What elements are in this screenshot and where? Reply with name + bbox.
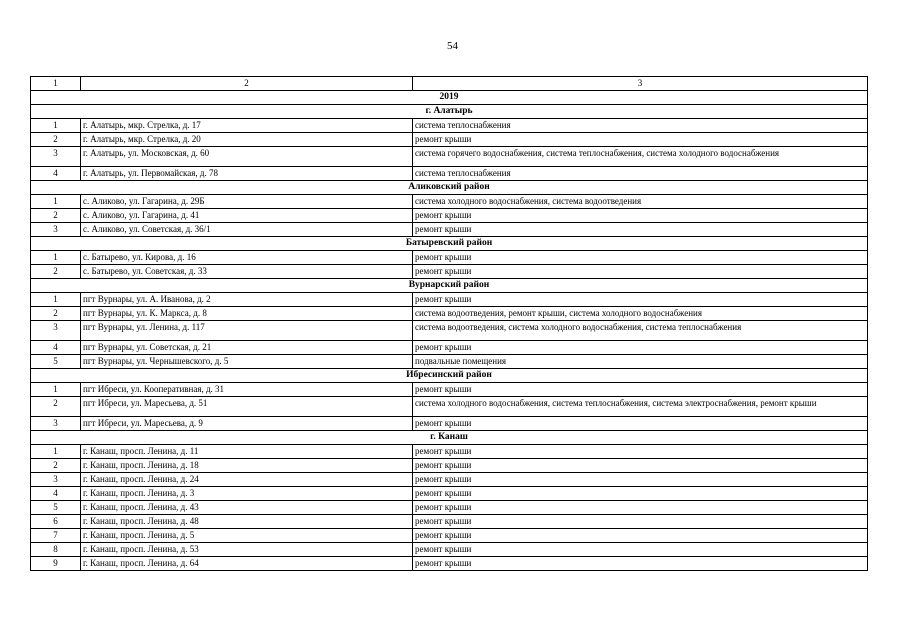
table-row xyxy=(31,383,868,397)
work-type-cell: ремонт крыши xyxy=(413,459,868,473)
address-cell: с. Батырево, ул. Кирова, д. 16 xyxy=(81,251,413,265)
address-cell: пгт Вурнары, ул. Советская, д. 21 xyxy=(81,341,413,355)
table-row xyxy=(31,147,868,167)
section-row xyxy=(31,105,868,119)
work-type-cell: ремонт крыши xyxy=(413,209,868,223)
work-type-cell: ремонт крыши xyxy=(413,223,868,237)
table-row xyxy=(31,515,868,529)
work-type-cell: ремонт крыши xyxy=(413,265,868,279)
table-row xyxy=(31,459,868,473)
table-row xyxy=(31,341,868,355)
address-cell: с. Батырево, ул. Советская, д. 33 xyxy=(81,265,413,279)
table-row xyxy=(31,321,868,341)
row-number: 2 xyxy=(31,133,81,147)
table-row xyxy=(31,133,868,147)
work-type-cell: ремонт крыши xyxy=(413,501,868,515)
address-cell: г. Канаш, просп. Ленина, д. 3 xyxy=(81,487,413,501)
work-type-cell: ремонт крыши xyxy=(413,341,868,355)
section-row xyxy=(31,279,868,293)
row-number: 1 xyxy=(31,445,81,459)
table-row xyxy=(31,529,868,543)
table-row xyxy=(31,223,868,237)
row-number: 6 xyxy=(31,515,81,529)
row-number: 4 xyxy=(31,167,81,181)
work-type-cell: ремонт крыши xyxy=(413,293,868,307)
address-cell: пгт Вурнары, ул. А. Иванова, д. 2 xyxy=(81,293,413,307)
section-row xyxy=(31,181,868,195)
table-row xyxy=(31,265,868,279)
row-number: 1 xyxy=(31,293,81,307)
column-number-3: 3 xyxy=(413,77,868,91)
address-cell: г. Канаш, просп. Ленина, д. 24 xyxy=(81,473,413,487)
row-number: 4 xyxy=(31,487,81,501)
address-cell: г. Канаш, просп. Ленина, д. 5 xyxy=(81,529,413,543)
section-heading: Аликовский район xyxy=(31,181,868,195)
work-type-cell: ремонт крыши xyxy=(413,487,868,501)
work-type-cell: ремонт крыши xyxy=(413,417,868,431)
address-cell: пгт Вурнары, ул. Чернышевского, д. 5 xyxy=(81,355,413,369)
row-number: 2 xyxy=(31,459,81,473)
address-cell: с. Аликово, ул. Советская, д. 36/1 xyxy=(81,223,413,237)
work-type-cell: ремонт крыши xyxy=(413,251,868,265)
address-cell: г. Канаш, просп. Ленина, д. 11 xyxy=(81,445,413,459)
row-number: 3 xyxy=(31,147,81,167)
row-number: 5 xyxy=(31,355,81,369)
row-number: 3 xyxy=(31,321,81,341)
row-number: 2 xyxy=(31,265,81,279)
table-row xyxy=(31,417,868,431)
table-row xyxy=(31,307,868,321)
address-cell: г. Канаш, просп. Ленина, д. 43 xyxy=(81,501,413,515)
table-row xyxy=(31,167,868,181)
row-number: 3 xyxy=(31,417,81,431)
row-number: 7 xyxy=(31,529,81,543)
row-number: 8 xyxy=(31,543,81,557)
table-row xyxy=(31,119,868,133)
row-number: 1 xyxy=(31,195,81,209)
table-row xyxy=(31,355,868,369)
work-type-cell: система водоотведения, ремонт крыши, система холодного водоснабжения xyxy=(413,307,868,321)
work-type-cell: ремонт крыши xyxy=(413,529,868,543)
section-heading: Вурнарский район xyxy=(31,279,868,293)
work-type-cell: ремонт крыши xyxy=(413,515,868,529)
address-cell: пгт Ибреси, ул. Маресьева, д. 9 xyxy=(81,417,413,431)
section-row xyxy=(31,431,868,445)
address-cell: с. Аликово, ул. Гагарина, д. 41 xyxy=(81,209,413,223)
row-number: 3 xyxy=(31,473,81,487)
work-type-cell: ремонт крыши xyxy=(413,473,868,487)
section-heading: г. Канаш xyxy=(31,431,868,445)
section-row xyxy=(31,237,868,251)
work-type-cell: система теплоснабжения xyxy=(413,119,868,133)
table-row xyxy=(31,557,868,571)
work-type-cell: ремонт крыши xyxy=(413,445,868,459)
address-cell: с. Аликово, ул. Гагарина, д. 29Б xyxy=(81,195,413,209)
address-cell: г. Алатырь, мкр. Стрелка, д. 20 xyxy=(81,133,413,147)
row-number: 1 xyxy=(31,383,81,397)
table-row xyxy=(31,445,868,459)
address-cell: г. Канаш, просп. Ленина, д. 64 xyxy=(81,557,413,571)
work-type-cell: система теплоснабжения xyxy=(413,167,868,181)
row-number: 1 xyxy=(31,119,81,133)
work-type-cell: ремонт крыши xyxy=(413,557,868,571)
table-row xyxy=(31,473,868,487)
work-type-cell: ремонт крыши xyxy=(413,133,868,147)
address-cell: пгт Ибреси, ул. Кооперативная, д. 31 xyxy=(81,383,413,397)
column-number-1: 1 xyxy=(31,77,81,91)
table-row xyxy=(31,543,868,557)
address-cell: г. Канаш, просп. Ленина, д. 18 xyxy=(81,459,413,473)
column-number-2: 2 xyxy=(81,77,413,91)
year-row xyxy=(31,91,868,105)
table-row xyxy=(31,487,868,501)
table-row xyxy=(31,397,868,417)
table-row xyxy=(31,195,868,209)
section-heading: Батыревский район xyxy=(31,237,868,251)
section-heading: Ибресинский район xyxy=(31,369,868,383)
page-number: 54 xyxy=(447,40,458,52)
address-cell: пгт Вурнары, ул. К. Маркса, д. 8 xyxy=(81,307,413,321)
address-cell: пгт Ибреси, ул. Маресьева, д. 51 xyxy=(81,397,413,417)
work-type-cell: система холодного водоснабжения, система водоотведения xyxy=(413,195,868,209)
table-row xyxy=(31,209,868,223)
work-type-cell: система водоотведения, система холодного водоснабжения, система теплоснабжения xyxy=(413,321,868,341)
column-number-row xyxy=(31,77,868,91)
table-body xyxy=(31,77,868,571)
address-cell: г. Алатырь, ул. Московская, д. 60 xyxy=(81,147,413,167)
address-cell: г. Алатырь, мкр. Стрелка, д. 17 xyxy=(81,119,413,133)
row-number: 2 xyxy=(31,307,81,321)
work-type-cell: подвальные помещения xyxy=(413,355,868,369)
table-row xyxy=(31,293,868,307)
row-number: 5 xyxy=(31,501,81,515)
row-number: 2 xyxy=(31,209,81,223)
row-number: 4 xyxy=(31,341,81,355)
address-cell: г. Алатырь, ул. Первомайская, д. 78 xyxy=(81,167,413,181)
address-cell: г. Канаш, просп. Ленина, д. 53 xyxy=(81,543,413,557)
table-row xyxy=(31,251,868,265)
row-number: 3 xyxy=(31,223,81,237)
row-number: 9 xyxy=(31,557,81,571)
table-row xyxy=(31,501,868,515)
work-type-cell: ремонт крыши xyxy=(413,383,868,397)
address-cell: пгт Вурнары, ул. Ленина, д. 117 xyxy=(81,321,413,341)
work-type-cell: система холодного водоснабжения, система теплоснабжения, система электроснабжения, ремонт крыши xyxy=(413,397,868,417)
row-number: 2 xyxy=(31,397,81,417)
work-type-cell: ремонт крыши xyxy=(413,543,868,557)
section-heading: г. Алатырь xyxy=(31,105,868,119)
year-heading: 2019 xyxy=(31,91,868,105)
section-row xyxy=(31,369,868,383)
address-cell: г. Канаш, просп. Ленина, д. 48 xyxy=(81,515,413,529)
repair-schedule-table xyxy=(30,76,868,571)
work-type-cell: система горячего водоснабжения, система теплоснабжения, система холодного водоснабжения xyxy=(413,147,868,167)
row-number: 1 xyxy=(31,251,81,265)
